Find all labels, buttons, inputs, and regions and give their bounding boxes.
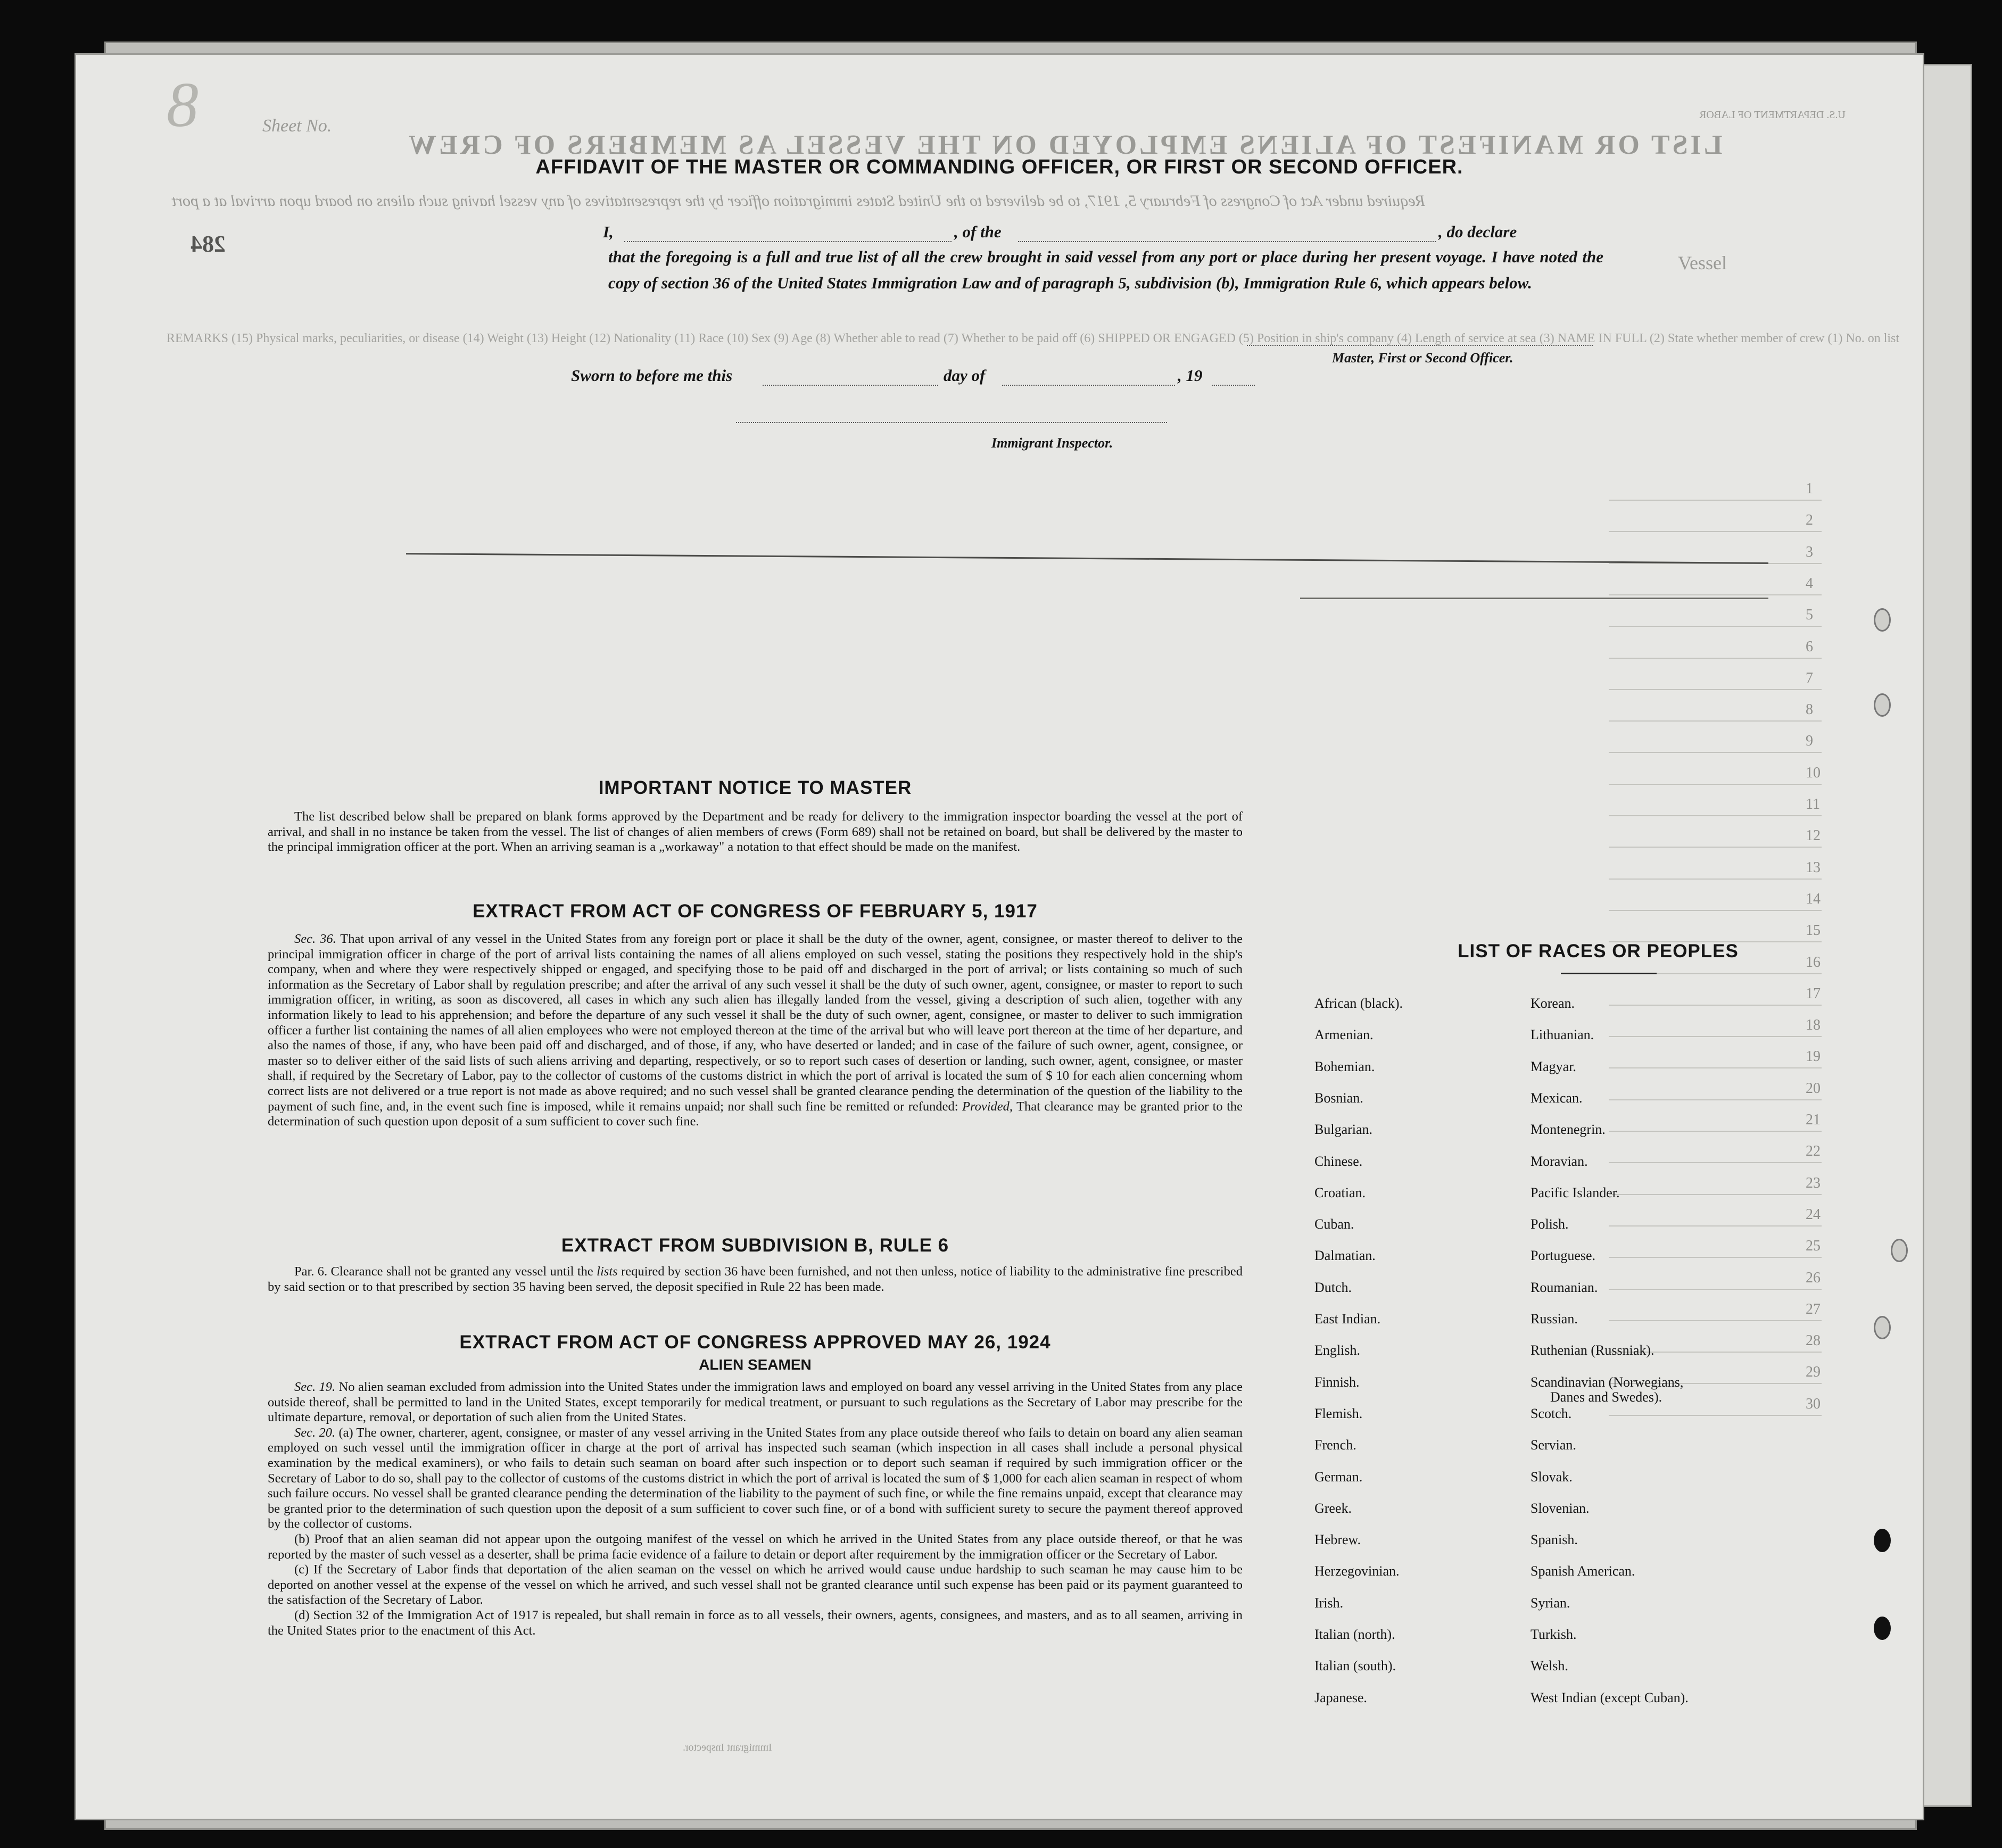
ghost-row-rule [1609,1067,1822,1068]
race-right-item: Montenegrin. [1531,1122,1606,1138]
race-right-item: Portuguese. [1531,1248,1596,1264]
races-title: LIST OF RACES OR PEOPLES [1458,941,1739,962]
punch-hole-2 [1874,693,1891,717]
ghost-row-rule [1609,720,1822,722]
ghost-row-number: 6 [1806,638,1813,655]
race-right-item: Scandinavian (Norwegians, [1531,1374,1684,1390]
ghost-row-rule [1609,910,1822,911]
ghost-row-rule [1609,847,1822,848]
punch-hole-3 [1891,1239,1908,1262]
ghost-row-rule [1609,1320,1822,1321]
ghost-title: LIST OR MANIFEST OF ALIENS EMPLOYED ON THE VESSEL AS MEMBERS OF CREW [406,130,1723,160]
race-left-item: French. [1314,1437,1356,1453]
race-left-item: Herzegovinian. [1314,1563,1400,1579]
ghost-row-number: 2 [1806,512,1813,529]
race-right-item: West Indian (except Cuban). [1531,1689,1689,1705]
ghost-row-number: 28 [1806,1332,1821,1349]
ghost-row-rule [1609,1162,1822,1163]
race-left-item: Armenian. [1314,1027,1374,1043]
vessel-name-field[interactable] [1018,241,1436,242]
signature-field[interactable] [1247,345,1593,346]
ghost-row-rule [1609,1131,1822,1132]
affidavit-sworn-label: Sworn to before me this [571,366,733,385]
extract-1924-body [268,1380,1243,1638]
races-underline [1561,973,1657,974]
race-right-item: Polish. [1531,1216,1569,1232]
ghost-sheet-no: Sheet No. [262,116,332,136]
rule6-title: EXTRACT FROM SUBDIVISION B, RULE 6 [561,1235,949,1256]
affidavit-title: AFFIDAVIT OF THE MASTER OR COMMANDING OFFICER, OR FIRST OR SECOND OFFICER. [535,156,1463,178]
race-left-item: Italian (north). [1314,1627,1395,1642]
ghost-row-number: 12 [1806,827,1821,844]
race-left-item: German. [1314,1469,1363,1485]
rule6-text-b: required by section 36 have been furnished, and not then unless, notice of liability to the administrative fine prescribed by said section or to that prescribed by section 35 having been served, the deposit specified in Rule 22 has been made. [268,1264,1243,1294]
race-right-item: Russian. [1531,1311,1578,1327]
sec20b-text: (b) Proof that an alien seaman did not appear upon the outgoing manifest of the vessel on which he arrived in the United States from any place outside thereof, or that he was reported by the master of such vessel as a deserter, shall be prima facie evidence of a failure to detain or deport after requirement by the immigration officer or the Secretary of Labor. [268,1531,1243,1562]
punch-hole-5 [1874,1529,1891,1552]
race-left-item: Dutch. [1314,1279,1352,1295]
manifest-sheet [75,53,1924,1820]
ghost-row-rule [1609,1036,1822,1037]
affidavit-inspector-label: Immigrant Inspector. [991,435,1113,451]
ghost-row-number: 5 [1806,607,1813,624]
ghost-row-rule [1609,1289,1822,1290]
punch-hole-6 [1874,1617,1891,1640]
race-left-item: English. [1314,1343,1360,1358]
race-right-item: Servian. [1531,1437,1576,1453]
ghost-row-number: 4 [1806,575,1813,592]
race-right-item: Ruthenian (Russniak). [1531,1343,1654,1358]
ghost-row-number: 7 [1806,669,1813,686]
ghost-row-rule [1609,1194,1822,1195]
race-right-item: Slovenian. [1531,1500,1590,1516]
race-right-item: Pacific Islander. [1531,1184,1620,1200]
affidavit-of-the-label: , of the [954,222,1002,241]
ghost-row-rule [1609,500,1822,501]
ghost-row-rule [1609,1257,1822,1258]
ghost-row-number: 30 [1806,1395,1821,1412]
ghost-row-number: 26 [1806,1269,1821,1286]
race-left-item: Greek. [1314,1500,1352,1516]
race-left-item: Flemish. [1314,1405,1363,1421]
strike-line-1 [406,553,1768,564]
ghost-row-number: 18 [1806,1017,1821,1034]
sec36-label: Sec. 36. [294,932,336,946]
sworn-year-field[interactable] [1212,385,1255,386]
race-right-item: Mexican. [1531,1090,1583,1106]
extract-1917-title: EXTRACT FROM ACT OF CONGRESS OF FEBRUARY 5, 1917 [473,901,1038,922]
race-left-item: Bulgarian. [1314,1122,1373,1138]
ghost-row-rule [1609,658,1822,659]
race-left-item: Croatian. [1314,1184,1366,1200]
proviso-text: That clearance may be granted prior to the determination of such question upon deposit of a sum sufficient to cover such fine. [268,1099,1243,1129]
sec36-text: That upon arrival of any vessel in the United States from any foreign port or place it shall be the duty of the owner, agent, consignee, or master thereof to deliver to the principal immigration officer in charge of the port of arrival lists containing the names of all aliens employed on such vessel, stating the positions they respectively hold in the ship's company, when and where they were respectively shipped or engaged, and specifying those to be paid off and discharged in the port of arrival; or lists containing so much of such information as the Secretary of Labor shall by regulation prescribe; and after the arrival of any such vessel it shall be the duty of such owner, agent, consignee, or master to report to such immigration officer, in writing, as soon as discovered, all cases in which any such alien has illegally landed from the vessel, giving a description of such alien, together with any information likely to lead to his apprehension; and before the departure of any such vessel it shall be the duty of such owner, agent, consignee, or master to deliver to such immigration officer a further list containing the names of all alien employees who were not employed thereon at the time of the arrival but who will leave port thereon at the time of her departure, and also the names of those, if any, who have been paid off and discharged, and of those, if any, who have deserted or landed; and in case of the failure of such owner, agent, consignee, or master so to deliver either of the said lists of such aliens arriving and departing, respectively, or so to report such cases of desertion or landing, such owner, agent, consignee, or master shall, if required by the Secretary of Labor, pay to the collector of customs of the customs district in which the port of arrival is located the sum of $ 10 for each alien concerning whom correct lists are not delivered or a true report is not made as above required; and no such vessel shall be granted clearance pending the determination of the question of the liability to the payment of such fine, and, in the event such fine is imposed, while it remains unpaid; nor shall such fine be remitted or refunded: [268,932,1243,1114]
master-name-field[interactable] [624,241,952,242]
extract-1917-body [268,932,1243,1130]
ghost-row-number: 14 [1806,890,1821,907]
affidavit-body: that the foregoing is a full and true list of all the crew brought in said vessel from any port or place during her present voyage. I have noted the copy of section 36 of the United States Immigration Law and of paragraph 5, subdivision (b), Immigration Rule 6, which appears below. [608,247,1603,292]
race-left-item: African (black). [1314,996,1403,1011]
race-left-item: Cuban. [1314,1216,1354,1232]
ghost-vessel-label: Vessel [1678,252,1727,274]
notice-body [268,809,1243,855]
sec20d-text: (d) Section 32 of the Immigration Act of 1917 is repealed, but shall remain in force as to all vessels, their owners, agents, consignees, and masters, and as to all seamen, arriving in the United States prior to the enactment of this Act. [268,1607,1243,1638]
affidavit-year-label: , 19 [1178,366,1203,385]
race-right-item: Scotch. [1531,1405,1572,1421]
ghost-row-number: 23 [1806,1174,1821,1191]
sec19-text: No alien seaman excluded from admission into the United States under the immigration laws and employed on board any vessel arriving in the United States from any place outside thereof, shall be permitted to land in the United States, except temporarily for medical treatment, or pursuant to such regulations as the Secretary of Labor may prescribe for the ultimate departure, removal, or deportation of such alien from the United States. [268,1380,1243,1425]
race-left-item: Finnish. [1314,1374,1360,1390]
ghost-page-mark: 8 [167,69,198,140]
race-left-item: Bosnian. [1314,1090,1363,1106]
race-left-item: Dalmatian. [1314,1248,1376,1264]
ghost-row-number: 27 [1806,1300,1821,1317]
ghost-department: U.S. DEPARTMENT OF LABOR [1699,109,1846,121]
race-left-item: East Indian. [1314,1311,1381,1327]
punch-hole-1 [1874,608,1891,632]
rule6-lists-word: lists [597,1264,618,1279]
ghost-row-number: 16 [1806,954,1821,971]
sec20c-text: (c) If the Secretary of Labor finds that deportation of the alien seaman on the vessel on which he arrived would cause undue hardship to such seaman he may cause him to be deported on another vessel at the expense of the vessel on which he arrived, and such vessel shall not be granted clearance until such expense has been paid or its payment guaranteed to the satisfaction of the Secretary of Labor. [268,1562,1243,1607]
ghost-row-number: 22 [1806,1143,1821,1160]
inspector-signature-field[interactable] [736,422,1167,423]
affidavit-declare-label: , do declare [1438,222,1517,241]
affidavit-day-of-label: day of [944,366,986,385]
ghost-row-rule [1609,626,1822,627]
notice-title: IMPORTANT NOTICE TO MASTER [598,777,912,798]
ghost-row-number: 15 [1806,922,1821,939]
ghost-row-rule [1609,879,1822,880]
sec20a-text: (a) The owner, charterer, agent, consignee, or master of any vessel arriving in the United States from any place outside thereof who fails to detain on board any alien seaman employed on such vessel until the immigration officer in charge at the port of arrival has inspected such seaman (which inspection in all cases shall include a personal physical examination by the medical examiners), or who fails to detain such seaman on board after such inspection or to deport such seaman if required by such immigration officer or the Secretary of Labor to do so, shall pay to the collector of customs of the customs district in which the port of arrival is located the sum of $ 1,000 for each alien seaman in respect of whom such failure occurs. No vessel shall be granted clearance pending the determination of the liability to the payment of such fine, or while the fine remains unpaid, except that clearance may be granted prior to the determination of such question upon the deposit of a sum sufficient to cover such fine, or of a bond with sufficient surety to secure the payment thereof approved by the collector of customs. [268,1425,1243,1531]
race-left-item: Italian (south). [1314,1658,1396,1674]
ghost-row-number: 1 [1806,480,1813,497]
ghost-number: 284 [191,231,226,257]
ghost-row-number: 8 [1806,701,1813,718]
race-right-item: Syrian. [1531,1595,1570,1611]
ghost-row-rule [1609,1099,1822,1100]
race-right-item: Magyar. [1531,1058,1576,1074]
race-right-item: Turkish. [1531,1627,1577,1642]
sec20-label: Sec. 20. [294,1425,336,1440]
ghost-row-rule [1609,1005,1822,1006]
ghost-row-number: 25 [1806,1238,1821,1255]
race-right-item: Welsh. [1531,1658,1568,1674]
race-left-item: Chinese. [1314,1153,1363,1169]
extract-1924-title: EXTRACT FROM ACT OF CONGRESS APPROVED MAY 26, 1924 [459,1332,1051,1353]
race-left-item: Japanese. [1314,1689,1367,1705]
sec19-label: Sec. 19. [294,1380,336,1394]
ghost-column-headers: REMARKS (15) Physical marks, peculiarities, or disease (14) Weight (13) Height (12) Nationality (11) Race (10) Sex (9) Age (8) Whether able to read (7) Whether to be paid off (6) SHIPPED OR ENGAGED (5) Position in ship's company (4) Length of service at sea (3) NAME IN FULL (2) State whether member of crew (1) No. on list [167,332,1900,345]
ghost-row-number: 19 [1806,1048,1821,1065]
sworn-day-field[interactable] [763,385,938,386]
race-right-item: Roumanian. [1531,1279,1598,1295]
race-left-item: Irish. [1314,1595,1344,1611]
ghost-row-number: 21 [1806,1112,1821,1128]
ghost-row-rule [1609,815,1822,816]
race-right-item: Spanish American. [1531,1563,1635,1579]
ghost-row-number: 9 [1806,733,1813,750]
ghost-row-number: 24 [1806,1206,1821,1223]
affidavit-signature-label: Master, First or Second Officer. [1332,350,1513,366]
ghost-row-rule [1609,752,1822,753]
affidavit-i-label: I, [603,222,614,241]
ghost-row-number: 3 [1806,543,1813,560]
ghost-row-number: 10 [1806,764,1821,781]
race-right-item: Lithuanian. [1531,1027,1594,1043]
ghost-row-rule [1609,594,1822,595]
ghost-row-number: 11 [1806,796,1820,813]
race-right-item: Korean. [1531,996,1575,1011]
race-left-item: Bohemian. [1314,1058,1375,1074]
ghost-row-number: 13 [1806,859,1821,876]
ghost-row-rule [1609,1225,1822,1227]
race-left-item: Hebrew. [1314,1532,1361,1548]
ghost-requirement: Required under Act of Congress of February 5, 1917, to be delivered to the United States immigration officer by the representatives of any vessel having such aliens on board upon arrival at a port [172,192,1425,210]
ghost-row-rule [1609,689,1822,690]
ghost-row-rule [1609,1415,1822,1416]
ghost-row-number: 17 [1806,985,1821,1002]
race-right-item: Slovak. [1531,1469,1573,1485]
race-scandinavian-line2: Danes and Swedes). [1550,1389,1662,1405]
ghost-row-number: 20 [1806,1080,1821,1097]
ghost-row-rule [1609,531,1822,532]
proviso-label: Provided, [962,1099,1013,1114]
race-right-item: Moravian. [1531,1153,1588,1169]
rule6-body [268,1264,1243,1295]
ghost-row-rule [1609,784,1822,785]
ghost-row-number: 29 [1806,1364,1821,1381]
notice-text: The list described below shall be prepared on blank forms approved by the Department and be ready for delivery to the immigration inspector boarding the vessel at the port of arrival, and shall in no instance be taken from the vessel. The list of changes of alien members of crews (Form 689) shall not be retained on board, but shall be delivered by the master to the principal immigration officer at the port. When an arriving seaman is a „workaway" a notation to that effect should be made on the manifest. [268,809,1243,855]
alien-seamen-subtitle: ALIEN SEAMEN [699,1356,812,1373]
rule6-text-a: Par. 6. Clearance shall not be granted any vessel until the [294,1264,593,1279]
sworn-month-field[interactable] [1002,385,1175,386]
strike-line-2 [1300,598,1768,599]
race-right-item: Spanish. [1531,1532,1578,1548]
punch-hole-4 [1874,1316,1891,1339]
ghost-bottom-text: Immigrant Inspector. [683,1742,772,1753]
